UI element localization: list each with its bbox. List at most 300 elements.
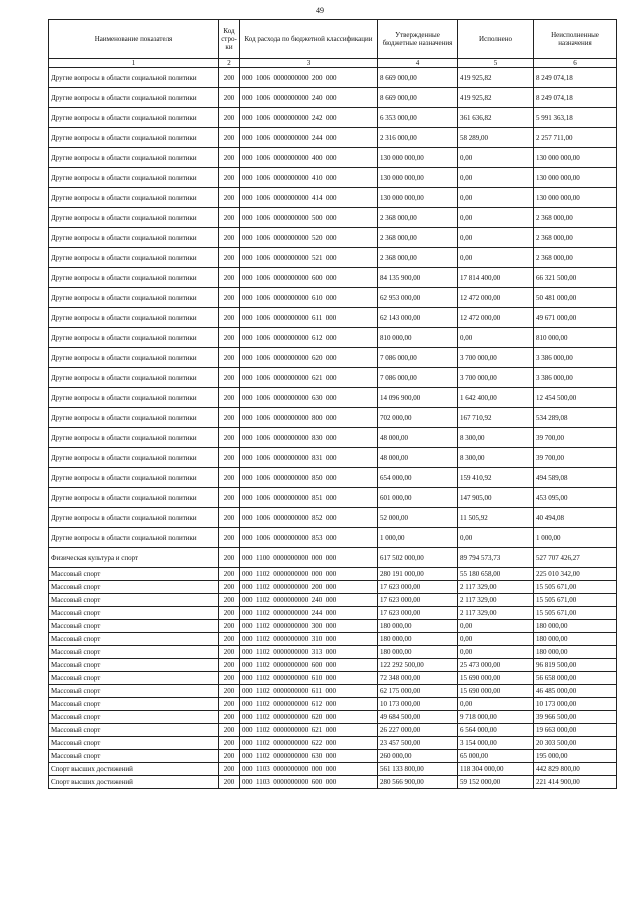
indicator-name-cell: Другие вопросы в области социальной политики (49, 528, 219, 548)
executed-amount-cell: 8 300,00 (458, 448, 534, 468)
expense-code-cell: 000 1102 0000000000 600 000 (240, 659, 378, 672)
table-row (49, 737, 617, 750)
table-row (49, 698, 617, 711)
table-row (49, 468, 617, 488)
table-row (49, 659, 617, 672)
executed-amount-cell: 12 472 000,00 (458, 308, 534, 328)
executed-amount-cell: 59 152 000,00 (458, 776, 534, 789)
indicator-name-cell: Массовый спорт (49, 568, 219, 581)
approved-amount-cell: 84 135 900,00 (378, 268, 458, 288)
expense-code-cell: 000 1103 0000000000 000 000 (240, 763, 378, 776)
approved-amount-cell: 17 623 000,00 (378, 594, 458, 607)
expense-code-cell: 000 1006 0000000000 852 000 (240, 508, 378, 528)
line-code-cell: 200 (219, 488, 240, 508)
expense-code-cell: 000 1102 0000000000 620 000 (240, 711, 378, 724)
executed-amount-cell: 12 472 000,00 (458, 288, 534, 308)
table-row (49, 368, 617, 388)
unexecuted-amount-cell: 2 368 000,00 (534, 208, 617, 228)
executed-amount-cell: 147 905,00 (458, 488, 534, 508)
approved-amount-cell: 52 000,00 (378, 508, 458, 528)
unexecuted-amount-cell: 8 249 074,18 (534, 68, 617, 88)
table-row (49, 568, 617, 581)
executed-amount-cell: 2 117 329,00 (458, 581, 534, 594)
indicator-name-cell: Массовый спорт (49, 659, 219, 672)
line-code-cell: 200 (219, 698, 240, 711)
unexecuted-amount-cell: 96 819 500,00 (534, 659, 617, 672)
line-code-cell: 200 (219, 348, 240, 368)
table-row (49, 408, 617, 428)
indicator-name-cell: Массовый спорт (49, 724, 219, 737)
executed-amount-cell: 6 564 000,00 (458, 724, 534, 737)
unexecuted-amount-cell: 180 000,00 (534, 633, 617, 646)
line-code-cell: 200 (219, 288, 240, 308)
header-executed: Исполнено (458, 20, 534, 59)
executed-amount-cell: 0,00 (458, 528, 534, 548)
unexecuted-amount-cell: 39 700,00 (534, 428, 617, 448)
approved-amount-cell: 561 133 800,00 (378, 763, 458, 776)
expense-code-cell: 000 1102 0000000000 610 000 (240, 672, 378, 685)
executed-amount-cell: 0,00 (458, 620, 534, 633)
indicator-name-cell: Другие вопросы в области социальной политики (49, 228, 219, 248)
expense-code-cell: 000 1006 0000000000 800 000 (240, 408, 378, 428)
table-row (49, 581, 617, 594)
table-row (49, 607, 617, 620)
unexecuted-amount-cell: 180 000,00 (534, 646, 617, 659)
executed-amount-cell: 89 794 573,73 (458, 548, 534, 568)
unexecuted-amount-cell: 15 505 671,00 (534, 594, 617, 607)
table-row (49, 594, 617, 607)
expense-code-cell: 000 1006 0000000000 612 000 (240, 328, 378, 348)
executed-amount-cell: 8 300,00 (458, 428, 534, 448)
expense-code-cell: 000 1006 0000000000 414 000 (240, 188, 378, 208)
expense-code-cell: 000 1006 0000000000 200 000 (240, 68, 378, 88)
executed-amount-cell: 159 410,92 (458, 468, 534, 488)
table-row (49, 248, 617, 268)
approved-amount-cell: 8 669 000,00 (378, 68, 458, 88)
executed-amount-cell: 0,00 (458, 148, 534, 168)
indicator-name-cell: Другие вопросы в области социальной политики (49, 488, 219, 508)
indicator-name-cell: Массовый спорт (49, 750, 219, 763)
line-code-cell: 200 (219, 568, 240, 581)
line-code-cell: 200 (219, 248, 240, 268)
table-row (49, 672, 617, 685)
approved-amount-cell: 180 000,00 (378, 620, 458, 633)
table-header (49, 20, 617, 68)
unexecuted-amount-cell: 494 589,08 (534, 468, 617, 488)
expense-code-cell: 000 1100 0000000000 000 000 (240, 548, 378, 568)
line-code-cell: 200 (219, 607, 240, 620)
indicator-name-cell: Массовый спорт (49, 698, 219, 711)
expense-code-cell: 000 1006 0000000000 621 000 (240, 368, 378, 388)
table-row (49, 208, 617, 228)
expense-code-cell: 000 1102 0000000000 611 000 (240, 685, 378, 698)
approved-amount-cell: 23 457 500,00 (378, 737, 458, 750)
table-row (49, 168, 617, 188)
executed-amount-cell: 65 000,00 (458, 750, 534, 763)
expense-code-cell: 000 1006 0000000000 830 000 (240, 428, 378, 448)
indicator-name-cell: Другие вопросы в области социальной политики (49, 88, 219, 108)
approved-amount-cell: 702 000,00 (378, 408, 458, 428)
unexecuted-amount-cell: 15 505 671,00 (534, 581, 617, 594)
indicator-name-cell: Другие вопросы в области социальной политики (49, 428, 219, 448)
executed-amount-cell: 0,00 (458, 188, 534, 208)
column-number: 1 (49, 59, 219, 68)
column-number: 6 (534, 59, 617, 68)
expense-code-cell: 000 1102 0000000000 313 000 (240, 646, 378, 659)
column-number: 2 (219, 59, 240, 68)
expense-code-cell: 000 1102 0000000000 300 000 (240, 620, 378, 633)
expense-code-cell: 000 1006 0000000000 520 000 (240, 228, 378, 248)
indicator-name-cell: Другие вопросы в области социальной политики (49, 508, 219, 528)
executed-amount-cell: 11 505,92 (458, 508, 534, 528)
table-row (49, 488, 617, 508)
indicator-name-cell: Массовый спорт (49, 672, 219, 685)
approved-amount-cell: 2 368 000,00 (378, 208, 458, 228)
indicator-name-cell: Физическая культура и спорт (49, 548, 219, 568)
expense-code-cell: 000 1102 0000000000 621 000 (240, 724, 378, 737)
indicator-name-cell: Другие вопросы в области социальной политики (49, 188, 219, 208)
approved-amount-cell: 14 096 900,00 (378, 388, 458, 408)
approved-amount-cell: 48 000,00 (378, 428, 458, 448)
line-code-cell: 200 (219, 388, 240, 408)
indicator-name-cell: Массовый спорт (49, 581, 219, 594)
column-number: 4 (378, 59, 458, 68)
column-number: 5 (458, 59, 534, 68)
indicator-name-cell: Другие вопросы в области социальной политики (49, 248, 219, 268)
indicator-name-cell: Другие вопросы в области социальной политики (49, 328, 219, 348)
indicator-name-cell: Массовый спорт (49, 685, 219, 698)
indicator-name-cell: Массовый спорт (49, 737, 219, 750)
table-body (49, 68, 617, 789)
approved-amount-cell: 72 348 000,00 (378, 672, 458, 685)
executed-amount-cell: 25 473 000,00 (458, 659, 534, 672)
table-row (49, 88, 617, 108)
unexecuted-amount-cell: 221 414 900,00 (534, 776, 617, 789)
line-code-cell: 200 (219, 428, 240, 448)
unexecuted-amount-cell: 19 663 000,00 (534, 724, 617, 737)
line-code-cell: 200 (219, 168, 240, 188)
table-row (49, 128, 617, 148)
approved-amount-cell: 122 292 500,00 (378, 659, 458, 672)
unexecuted-amount-cell: 8 249 074,18 (534, 88, 617, 108)
indicator-name-cell: Другие вопросы в области социальной политики (49, 288, 219, 308)
expense-code-cell: 000 1006 0000000000 610 000 (240, 288, 378, 308)
column-number: 3 (240, 59, 378, 68)
line-code-cell: 200 (219, 646, 240, 659)
approved-amount-cell: 26 227 000,00 (378, 724, 458, 737)
executed-amount-cell: 3 700 000,00 (458, 368, 534, 388)
line-code-cell: 200 (219, 548, 240, 568)
unexecuted-amount-cell: 56 658 000,00 (534, 672, 617, 685)
executed-amount-cell: 0,00 (458, 698, 534, 711)
table-row (49, 68, 617, 88)
unexecuted-amount-cell: 810 000,00 (534, 328, 617, 348)
approved-amount-cell: 654 000,00 (378, 468, 458, 488)
expense-code-cell: 000 1102 0000000000 000 000 (240, 568, 378, 581)
line-code-cell: 200 (219, 581, 240, 594)
table-row (49, 188, 617, 208)
expense-code-cell: 000 1102 0000000000 244 000 (240, 607, 378, 620)
indicator-name-cell: Другие вопросы в области социальной политики (49, 388, 219, 408)
unexecuted-amount-cell: 3 386 000,00 (534, 368, 617, 388)
table-row (49, 308, 617, 328)
expense-code-cell: 000 1006 0000000000 400 000 (240, 148, 378, 168)
unexecuted-amount-cell: 39 966 500,00 (534, 711, 617, 724)
executed-amount-cell: 419 925,82 (458, 68, 534, 88)
table-row (49, 148, 617, 168)
line-code-cell: 200 (219, 208, 240, 228)
unexecuted-amount-cell: 195 000,00 (534, 750, 617, 763)
indicator-name-cell: Массовый спорт (49, 646, 219, 659)
approved-amount-cell: 130 000 000,00 (378, 148, 458, 168)
unexecuted-amount-cell: 5 991 363,18 (534, 108, 617, 128)
expense-code-cell: 000 1006 0000000000 853 000 (240, 528, 378, 548)
approved-amount-cell: 130 000 000,00 (378, 188, 458, 208)
indicator-name-cell: Другие вопросы в области социальной политики (49, 168, 219, 188)
unexecuted-amount-cell: 66 321 500,00 (534, 268, 617, 288)
executed-amount-cell: 9 718 000,00 (458, 711, 534, 724)
executed-amount-cell: 0,00 (458, 248, 534, 268)
line-code-cell: 200 (219, 148, 240, 168)
approved-amount-cell: 180 000,00 (378, 646, 458, 659)
header-unexecuted: Неисполненные назначения (534, 20, 617, 59)
approved-amount-cell: 2 368 000,00 (378, 248, 458, 268)
executed-amount-cell: 0,00 (458, 646, 534, 659)
line-code-cell: 200 (219, 448, 240, 468)
indicator-name-cell: Массовый спорт (49, 620, 219, 633)
executed-amount-cell: 419 925,82 (458, 88, 534, 108)
table-row (49, 548, 617, 568)
header-line-code: Код стро-ки (219, 20, 240, 59)
table-row (49, 108, 617, 128)
line-code-cell: 200 (219, 659, 240, 672)
unexecuted-amount-cell: 2 257 711,00 (534, 128, 617, 148)
indicator-name-cell: Другие вопросы в области социальной политики (49, 268, 219, 288)
line-code-cell: 200 (219, 672, 240, 685)
line-code-cell: 200 (219, 308, 240, 328)
expense-code-cell: 000 1102 0000000000 310 000 (240, 633, 378, 646)
expense-code-cell: 000 1006 0000000000 831 000 (240, 448, 378, 468)
approved-amount-cell: 2 368 000,00 (378, 228, 458, 248)
approved-amount-cell: 617 502 000,00 (378, 548, 458, 568)
approved-amount-cell: 2 316 000,00 (378, 128, 458, 148)
line-code-cell: 200 (219, 508, 240, 528)
executed-amount-cell: 3 154 000,00 (458, 737, 534, 750)
expense-code-cell: 000 1102 0000000000 200 000 (240, 581, 378, 594)
expense-code-cell: 000 1006 0000000000 600 000 (240, 268, 378, 288)
unexecuted-amount-cell: 49 671 000,00 (534, 308, 617, 328)
expense-code-cell: 000 1006 0000000000 630 000 (240, 388, 378, 408)
line-code-cell: 200 (219, 750, 240, 763)
approved-amount-cell: 810 000,00 (378, 328, 458, 348)
line-code-cell: 200 (219, 633, 240, 646)
indicator-name-cell: Другие вопросы в области социальной политики (49, 468, 219, 488)
expense-code-cell: 000 1006 0000000000 242 000 (240, 108, 378, 128)
unexecuted-amount-cell: 46 485 000,00 (534, 685, 617, 698)
expense-code-cell: 000 1103 0000000000 600 000 (240, 776, 378, 789)
line-code-cell: 200 (219, 763, 240, 776)
line-code-cell: 200 (219, 528, 240, 548)
page-number: 49 (316, 6, 324, 15)
approved-amount-cell: 48 000,00 (378, 448, 458, 468)
indicator-name-cell: Другие вопросы в области социальной политики (49, 68, 219, 88)
expense-code-cell: 000 1006 0000000000 620 000 (240, 348, 378, 368)
unexecuted-amount-cell: 534 289,08 (534, 408, 617, 428)
unexecuted-amount-cell: 130 000 000,00 (534, 148, 617, 168)
executed-amount-cell: 118 304 000,00 (458, 763, 534, 776)
approved-amount-cell: 260 000,00 (378, 750, 458, 763)
expense-code-cell: 000 1006 0000000000 500 000 (240, 208, 378, 228)
indicator-name-cell: Другие вопросы в области социальной политики (49, 448, 219, 468)
header-indicator-name: Наименование показателя (49, 20, 219, 59)
executed-amount-cell: 3 700 000,00 (458, 348, 534, 368)
table-row (49, 288, 617, 308)
unexecuted-amount-cell: 225 010 342,00 (534, 568, 617, 581)
table-row (49, 448, 617, 468)
expense-code-cell: 000 1006 0000000000 611 000 (240, 308, 378, 328)
approved-amount-cell: 6 353 000,00 (378, 108, 458, 128)
table-row (49, 685, 617, 698)
table-row (49, 388, 617, 408)
line-code-cell: 200 (219, 594, 240, 607)
approved-amount-cell: 7 086 000,00 (378, 368, 458, 388)
expense-code-cell: 000 1006 0000000000 851 000 (240, 488, 378, 508)
indicator-name-cell: Спорт высших достижений (49, 763, 219, 776)
table-row (49, 763, 617, 776)
unexecuted-amount-cell: 130 000 000,00 (534, 188, 617, 208)
table-row (49, 620, 617, 633)
unexecuted-amount-cell: 2 368 000,00 (534, 248, 617, 268)
unexecuted-amount-cell: 12 454 500,00 (534, 388, 617, 408)
unexecuted-amount-cell: 10 173 000,00 (534, 698, 617, 711)
expense-code-cell: 000 1006 0000000000 521 000 (240, 248, 378, 268)
expense-code-cell: 000 1006 0000000000 410 000 (240, 168, 378, 188)
line-code-cell: 200 (219, 685, 240, 698)
line-code-cell: 200 (219, 776, 240, 789)
line-code-cell: 200 (219, 68, 240, 88)
executed-amount-cell: 58 289,00 (458, 128, 534, 148)
approved-amount-cell: 62 175 000,00 (378, 685, 458, 698)
approved-amount-cell: 10 173 000,00 (378, 698, 458, 711)
executed-amount-cell: 0,00 (458, 328, 534, 348)
expense-code-cell: 000 1102 0000000000 622 000 (240, 737, 378, 750)
unexecuted-amount-cell: 453 095,00 (534, 488, 617, 508)
indicator-name-cell: Другие вопросы в области социальной политики (49, 128, 219, 148)
table-row (49, 328, 617, 348)
indicator-name-cell: Массовый спорт (49, 594, 219, 607)
line-code-cell: 200 (219, 188, 240, 208)
unexecuted-amount-cell: 40 494,08 (534, 508, 617, 528)
unexecuted-amount-cell: 20 303 500,00 (534, 737, 617, 750)
expense-code-cell: 000 1006 0000000000 244 000 (240, 128, 378, 148)
unexecuted-amount-cell: 50 481 000,00 (534, 288, 617, 308)
approved-amount-cell: 180 000,00 (378, 633, 458, 646)
approved-amount-cell: 601 000,00 (378, 488, 458, 508)
executed-amount-cell: 15 690 000,00 (458, 672, 534, 685)
approved-amount-cell: 17 623 000,00 (378, 581, 458, 594)
unexecuted-amount-cell: 39 700,00 (534, 448, 617, 468)
unexecuted-amount-cell: 442 829 800,00 (534, 763, 617, 776)
expense-code-cell: 000 1102 0000000000 612 000 (240, 698, 378, 711)
line-code-cell: 200 (219, 620, 240, 633)
executed-amount-cell: 1 642 400,00 (458, 388, 534, 408)
executed-amount-cell: 167 710,92 (458, 408, 534, 428)
unexecuted-amount-cell: 527 707 426,27 (534, 548, 617, 568)
header-approved: Утвержденные бюджетные назначения (378, 20, 458, 59)
line-code-cell: 200 (219, 408, 240, 428)
indicator-name-cell: Другие вопросы в области социальной политики (49, 148, 219, 168)
executed-amount-cell: 0,00 (458, 228, 534, 248)
executed-amount-cell: 17 814 400,00 (458, 268, 534, 288)
indicator-name-cell: Массовый спорт (49, 711, 219, 724)
table-row (49, 228, 617, 248)
executed-amount-cell: 0,00 (458, 168, 534, 188)
line-code-cell: 200 (219, 724, 240, 737)
header-expense-code: Код расхода по бюджетной классификации (240, 20, 378, 59)
approved-amount-cell: 280 191 000,00 (378, 568, 458, 581)
table-row (49, 776, 617, 789)
executed-amount-cell: 0,00 (458, 633, 534, 646)
table-row (49, 528, 617, 548)
indicator-name-cell: Другие вопросы в области социальной политики (49, 308, 219, 328)
approved-amount-cell: 17 623 000,00 (378, 607, 458, 620)
executed-amount-cell: 15 690 000,00 (458, 685, 534, 698)
line-code-cell: 200 (219, 228, 240, 248)
indicator-name-cell: Другие вопросы в области социальной политики (49, 108, 219, 128)
table-row (49, 711, 617, 724)
executed-amount-cell: 2 117 329,00 (458, 607, 534, 620)
table-row (49, 633, 617, 646)
line-code-cell: 200 (219, 737, 240, 750)
table-row (49, 348, 617, 368)
approved-amount-cell: 8 669 000,00 (378, 88, 458, 108)
indicator-name-cell: Массовый спорт (49, 633, 219, 646)
approved-amount-cell: 130 000 000,00 (378, 168, 458, 188)
table-row (49, 724, 617, 737)
expense-code-cell: 000 1006 0000000000 240 000 (240, 88, 378, 108)
unexecuted-amount-cell: 15 505 671,00 (534, 607, 617, 620)
executed-amount-cell: 55 180 658,00 (458, 568, 534, 581)
column-number-row (49, 59, 617, 68)
line-code-cell: 200 (219, 711, 240, 724)
executed-amount-cell: 0,00 (458, 208, 534, 228)
indicator-name-cell: Массовый спорт (49, 607, 219, 620)
indicator-name-cell: Спорт высших достижений (49, 776, 219, 789)
approved-amount-cell: 62 143 000,00 (378, 308, 458, 328)
unexecuted-amount-cell: 3 386 000,00 (534, 348, 617, 368)
executed-amount-cell: 361 636,82 (458, 108, 534, 128)
expense-code-cell: 000 1102 0000000000 240 000 (240, 594, 378, 607)
line-code-cell: 200 (219, 468, 240, 488)
approved-amount-cell: 280 566 900,00 (378, 776, 458, 789)
line-code-cell: 200 (219, 268, 240, 288)
line-code-cell: 200 (219, 108, 240, 128)
approved-amount-cell: 49 684 500,00 (378, 711, 458, 724)
table-row (49, 646, 617, 659)
approved-amount-cell: 7 086 000,00 (378, 348, 458, 368)
unexecuted-amount-cell: 130 000 000,00 (534, 168, 617, 188)
executed-amount-cell: 2 117 329,00 (458, 594, 534, 607)
unexecuted-amount-cell: 1 000,00 (534, 528, 617, 548)
approved-amount-cell: 62 953 000,00 (378, 288, 458, 308)
line-code-cell: 200 (219, 128, 240, 148)
unexecuted-amount-cell: 180 000,00 (534, 620, 617, 633)
table-row (49, 428, 617, 448)
indicator-name-cell: Другие вопросы в области социальной политики (49, 348, 219, 368)
line-code-cell: 200 (219, 88, 240, 108)
line-code-cell: 200 (219, 368, 240, 388)
budget-execution-table (48, 19, 617, 789)
